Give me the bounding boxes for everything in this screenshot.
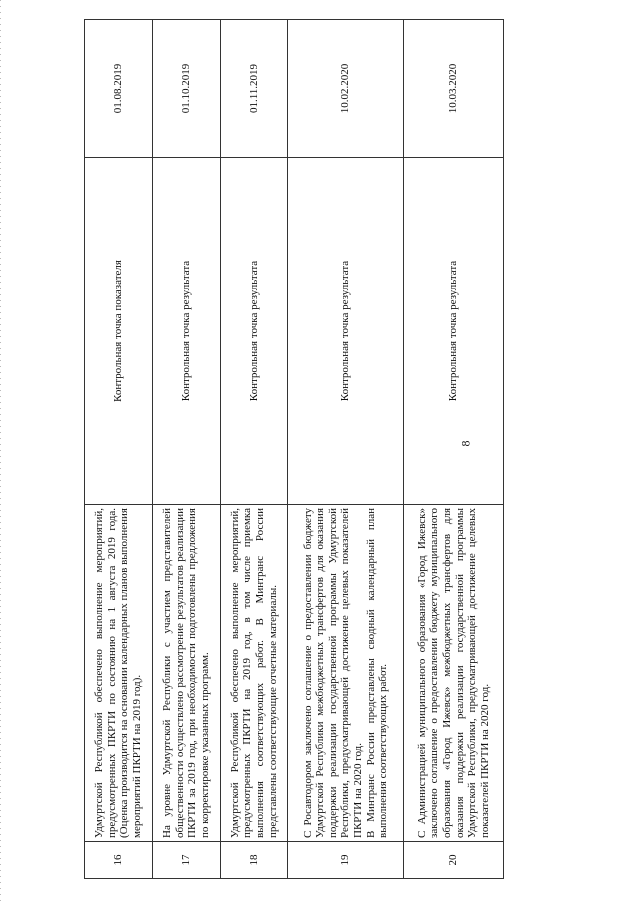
description-paragraph: На уровне Удмуртской Республики с участием представителей общественности осуществлено рассмотрение результатов реализации ПКРТИ за 2019 год, при необходимости подготовлены предложения по корректировке указанных программ. [161,508,211,838]
rotated-table-wrapper [84,19,504,879]
table-row [404,20,504,879]
table-row [288,20,404,879]
description-paragraph: Удмуртской Республикой обеспечено выполнение мероприятий, предусмотренных ПКРТИ по состоянию на 1 августа 2019 года. (Оценка производится на основании календарных планов выполнения мероприятий ПКРТИ на 2019 год). [93,508,143,838]
row-number: 16 [85,842,153,879]
row-number: 19 [288,842,404,879]
description-paragraph: В Минтранс России представлены сводный календарный план выполнения соответствующих работ. [364,508,390,838]
description-paragraph: С Администрацией муниципального образования «Город Ижевск» заключено соглашение о предоставлении бюджету муниципального образования «Город Ижевск» межбюджетных трансфертов для оказания поддержки реализации государственной программы Удмуртской Республики, предусматривающей достижение целевых показателей ПКРТИ на 2020 год. [415,508,491,838]
table-row [220,20,288,879]
row-description [288,505,404,842]
description-paragraph: Удмуртской Республикой обеспечено выполнение мероприятий, предусмотренных ПКРТИ на 2019 год, в том числе приемка выполнения соответствующих работ. В Минтранс России представлены соответствующие отчетные материалы. [228,508,279,838]
row-number: 20 [404,842,504,879]
row-number: 17 [152,842,220,879]
row-milestone-type: Контрольная точка результата [288,158,404,505]
row-description [152,505,220,842]
milestones-table [84,19,504,879]
row-date: 01.10.2019 [152,20,220,158]
row-milestone-type: Контрольная точка показателя [85,158,153,505]
table-row [152,20,220,879]
row-date: 10.02.2020 [288,20,404,158]
table-row [85,20,153,879]
row-date: 01.08.2019 [85,20,153,158]
row-description [85,505,153,842]
row-description [220,505,288,842]
row-number: 18 [220,842,288,879]
row-date: 10.03.2020 [404,20,504,158]
row-milestone-type: Контрольная точка результата [220,158,288,505]
row-description [404,505,504,842]
page-number: 8 [458,440,473,447]
description-paragraph: С Росавтодором заключено соглашение о предоставлении бюджету Удмуртской Республики межбюджетных трансфертов для оказания поддержки реализации государственной программы Удмуртской Республики, предусматривающей достижение целевых показателей ПКРТИ на 2020 год. [301,508,365,838]
row-milestone-type: Контрольная точка результата [152,158,220,505]
scan-edge-dots [0,0,1,905]
row-date: 01.11.2019 [220,20,288,158]
row-milestone-type: Контрольная точка результата [404,158,504,505]
